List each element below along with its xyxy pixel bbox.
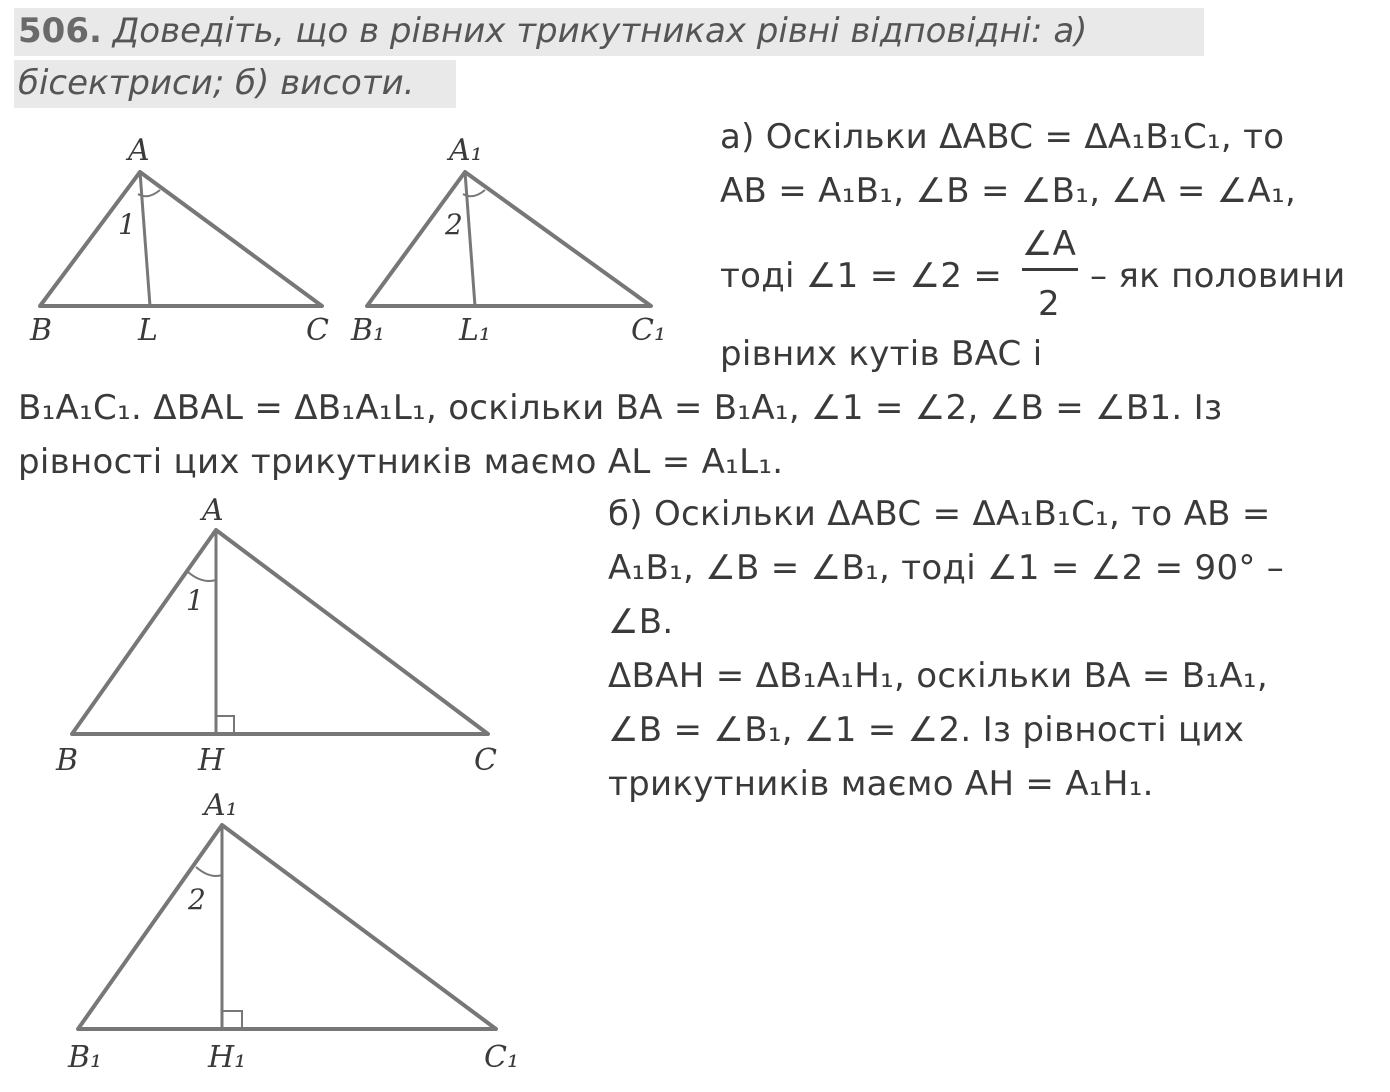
figure-bisector-a1b1c1 <box>345 130 685 350</box>
part-b-line3: ∠B. <box>608 602 674 642</box>
label-c1: C₁ <box>484 1040 519 1075</box>
right-angle-mark <box>216 716 234 734</box>
part-a-line3-after: – як половини <box>1090 256 1346 296</box>
label-h1: H₁ <box>208 1040 247 1075</box>
label-l: L <box>138 313 158 348</box>
triangle-abc <box>72 530 488 734</box>
task-statement-line2 <box>18 63 414 103</box>
part-b-line5: ∠B = ∠B₁, ∠1 = ∠2. Із рівності цих <box>608 710 1245 750</box>
label-angle: 2 <box>445 208 463 241</box>
label-angle: 1 <box>118 208 136 241</box>
figure-bisector-abc <box>20 130 350 350</box>
label-a: A <box>202 493 224 528</box>
fraction-denominator: 2 <box>1038 284 1060 324</box>
label-h: H <box>198 743 225 778</box>
label-b1: B₁ <box>351 313 386 348</box>
triangle-a1b1c1 <box>367 172 651 306</box>
part-a-line2: AB = A₁B₁, ∠B = ∠B₁, ∠A = ∠A₁, <box>720 171 1297 211</box>
fraction-numerator: ∠A <box>1021 224 1077 264</box>
label-a1: A₁ <box>449 133 483 168</box>
bisector-a1l1 <box>465 172 475 306</box>
part-a-line3-before: тоді ∠1 = ∠2 = <box>720 256 1003 296</box>
label-b1: B₁ <box>68 1040 103 1075</box>
label-c: C <box>474 743 497 778</box>
label-l1: L₁ <box>459 313 491 348</box>
part-b-line6: трикутників маємо AH = A₁H₁. <box>608 764 1154 804</box>
part-b-line2: A₁B₁, ∠B = ∠B₁, тоді ∠1 = ∠2 = 90° – <box>608 548 1285 588</box>
right-angle-mark <box>222 1011 242 1029</box>
angle-arc <box>196 867 222 876</box>
task-number: 506. <box>18 11 102 51</box>
part-a-line1: а) Оскільки ΔABC = ΔA₁B₁C₁, то <box>720 117 1285 157</box>
bisector-al <box>140 172 150 306</box>
label-angle: 1 <box>186 584 204 617</box>
task-text-line1: Доведіть, що в рівних трикутниках рівні відповідні: а) <box>112 11 1088 51</box>
triangle-abc <box>40 172 322 306</box>
fraction-bar <box>1022 268 1078 271</box>
triangle-a1b1c1 <box>78 825 496 1029</box>
figure-altitude-abc <box>50 490 520 780</box>
label-c: C <box>306 313 329 348</box>
figure-altitude-a1b1c1 <box>60 785 540 1085</box>
label-a1: A₁ <box>204 788 238 823</box>
task-text-line2: бісектриси; б) висоти. <box>18 63 415 103</box>
task-statement-line1 <box>18 11 1087 51</box>
angle-arc <box>188 572 216 581</box>
part-a-line6: рівності цих трикутників маємо AL = A₁L₁. <box>18 442 784 482</box>
label-angle: 2 <box>188 883 206 916</box>
part-a-line5: B₁A₁C₁. ΔBAL = ΔB₁A₁L₁, оскільки BA = B₁A₁, ∠1 = ∠2, ∠B = ∠B1. Із <box>18 388 1223 428</box>
part-a-line4: рівних кутів BAC і <box>720 334 1043 374</box>
label-a: A <box>128 133 150 168</box>
label-c1: C₁ <box>631 313 666 348</box>
part-b-line4: ΔBAH = ΔB₁A₁H₁, оскільки BA = B₁A₁, <box>608 656 1268 696</box>
label-b: B <box>30 313 53 348</box>
label-b: B <box>56 743 79 778</box>
part-b-line1: б) Оскільки ΔABC = ΔA₁B₁C₁, то AB = <box>608 494 1271 534</box>
